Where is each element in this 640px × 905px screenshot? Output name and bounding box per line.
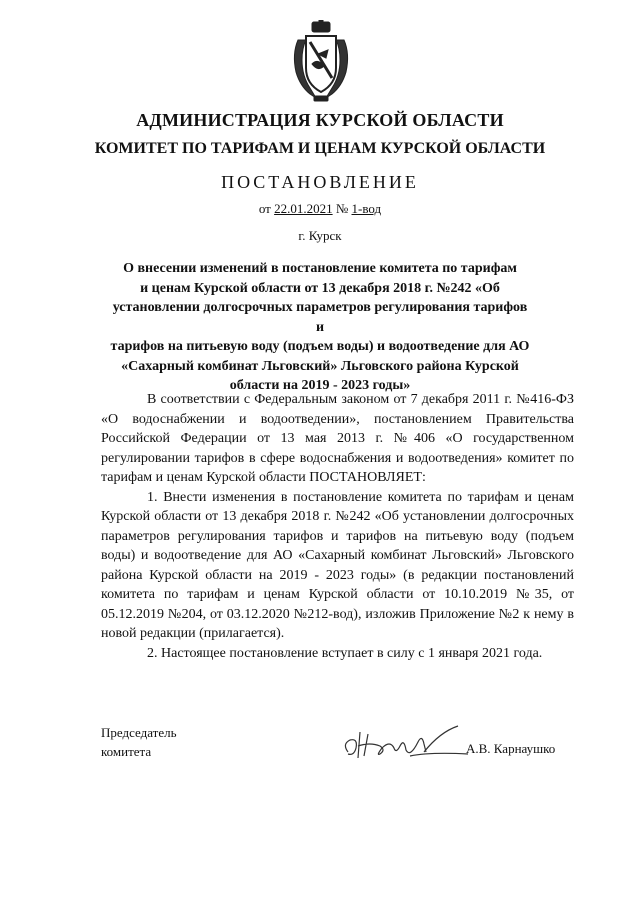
document-type: ПОСТАНОВЛЕНИЕ — [221, 172, 419, 192]
position-line: комитета — [101, 744, 152, 759]
body-paragraph-item-1: 1. Внести изменения в постановление комитета по тарифам и ценам Курской области от 13 декабря 2018 г. №242 «Об установлении долгосрочных параметров регулирования тарифов и тарифов на питьевую воду (подъем воды) и водоотведение для АО «Сахарный комбинат Льговский» Льговского района Курской области на 2019 - 2023 годы» (в редакции постановлений комитета по тарифам и ценам Курской области от 10.10.2019 №35, от 05.12.2019 №204, от 03.12.2020 №212-вод), изложив Приложение №2 к нему в новой редакции (прилагается). — [101, 489, 574, 641]
body-paragraph-preamble: В соответствии с Федеральным законом от 7 декабря 2011 г. №416-ФЗ «О водоснабжении и водоотведении», постановлением Правительства Российской Федерации от 13 мая 2013 г. №406 «О государственном регулировании тарифов в сфере водоснабжения и водоотведения» комитет по тарифам и ценам Курской области ПОСТАНОВЛЯЕТ: — [101, 392, 574, 485]
title-line: «Сахарный комбинат Льговский» Льговского района Курской — [121, 358, 519, 374]
handwritten-signature — [340, 722, 470, 766]
document-date: 22.01.2021 — [274, 201, 333, 216]
document-date-number — [0, 201, 640, 217]
coat-of-arms-icon — [288, 20, 354, 102]
date-prefix: от — [258, 201, 271, 216]
committee-title: КОМИТЕТ ПО ТАРИФАМ И ЦЕНАМ КУРСКОЙ ОБЛАСТИ — [94, 140, 546, 157]
title-line: тарифов на питьевую воду (подъем воды) и водоотведение для АО — [110, 339, 530, 354]
signatory-position — [101, 723, 177, 761]
title-line: и ценам Курской области от 13 декабря 2018 г. №242 «Об — [140, 280, 500, 296]
document-title — [110, 259, 530, 396]
administration-title: АДМИНИСТРАЦИЯ КУРСКОЙ ОБЛАСТИ — [136, 110, 504, 130]
title-line: О внесении изменений в постановление комитета по тарифам — [123, 261, 517, 276]
number-prefix: № — [335, 201, 349, 216]
title-line: области на 2019 - 2023 годы» — [229, 378, 411, 393]
document-city: г. Курск — [298, 228, 342, 243]
signatory-name: А.В. Карнаушко — [466, 741, 556, 756]
body-paragraph-item-2: 2. Настоящее постановление вступает в силу с 1 января 2021 года. — [147, 645, 543, 661]
document-number: 1-вод — [351, 201, 382, 216]
document-body — [101, 390, 574, 663]
position-line: Председатель — [101, 725, 177, 740]
title-line: установлении долгосрочных параметров регулирования тарифов и — [112, 300, 528, 335]
